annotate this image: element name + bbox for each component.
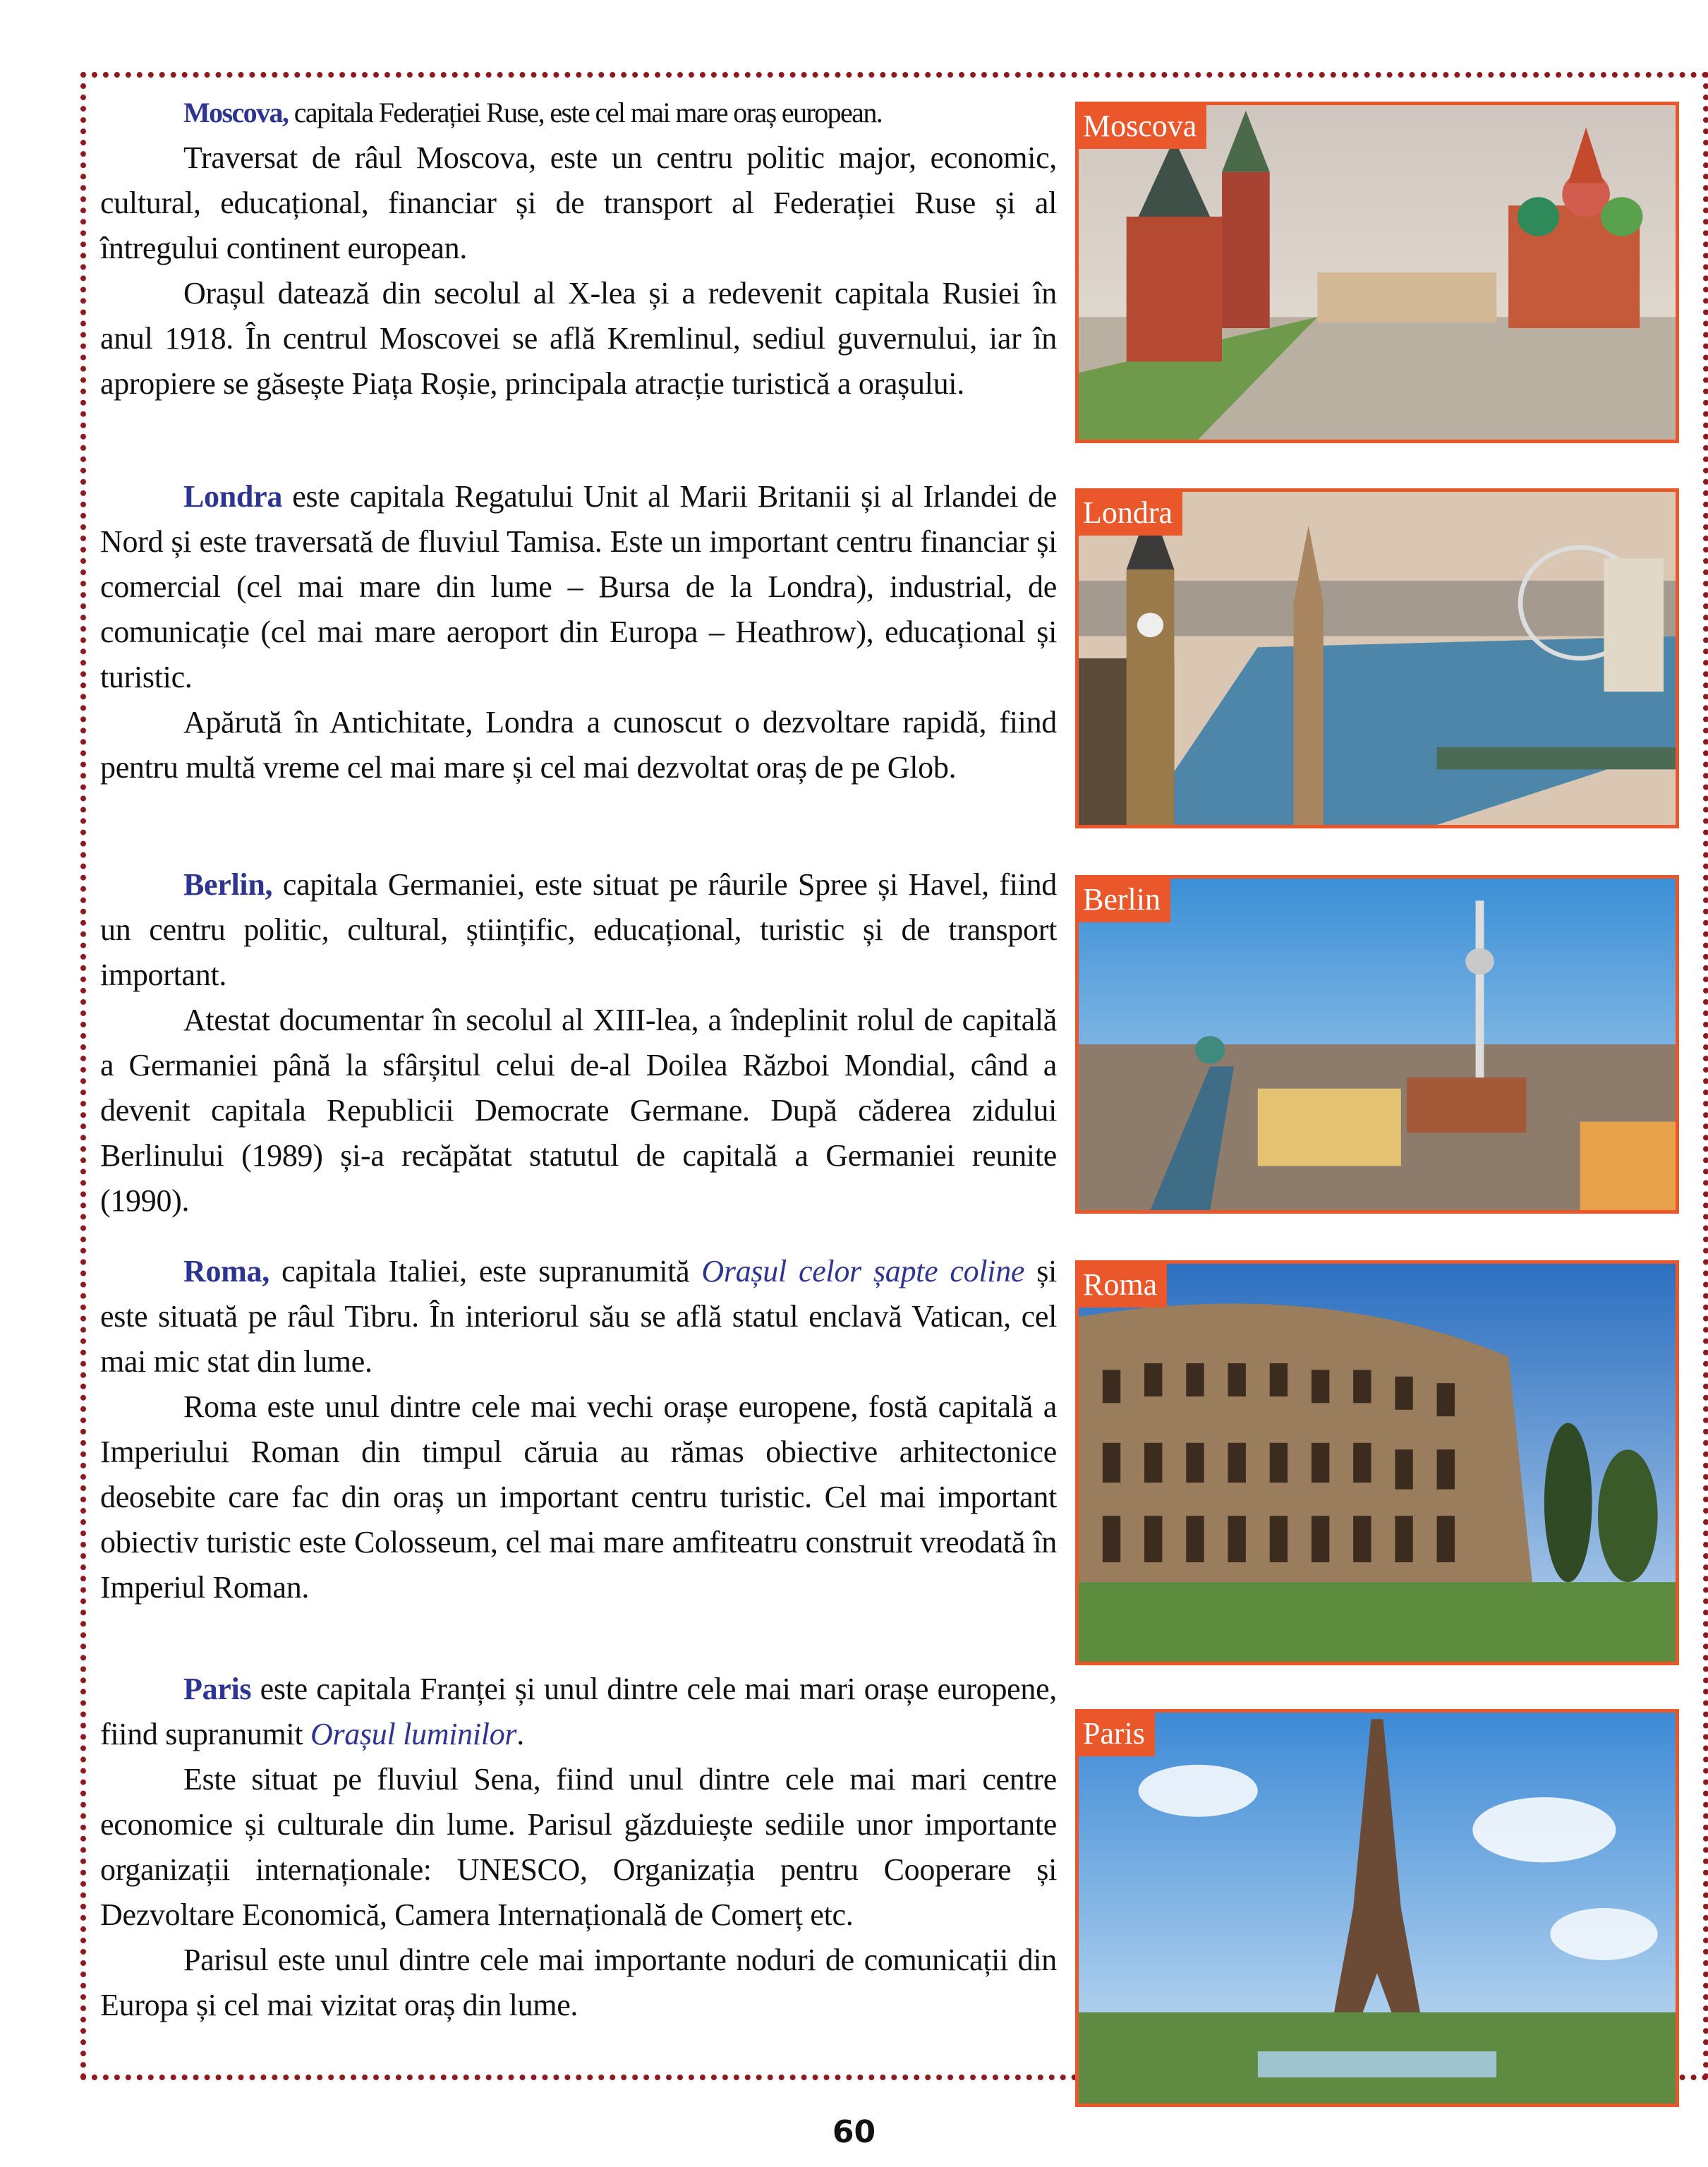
moscow-red-square-image <box>1079 105 1676 440</box>
paragraph: Parisul este unul dintre cele mai importante noduri de comunicații din Europa și cel mai vizitat oraș din lume. <box>100 1943 1057 2022</box>
paragraph: Orașul datează din secolul al X-lea și a redevenit capitala Rusiei în anul 1918. În centrul Moscovei se află Kremlinul, sediul guvernului, iar în apropiere se găsește Piața Roșie, principala atracție turistică a orașului. <box>100 276 1057 401</box>
paragraph <box>100 862 1057 998</box>
city-name: Berlin, <box>183 867 273 902</box>
photo-moscova <box>1075 102 1679 443</box>
nickname: Orașul luminilor <box>310 1717 517 1751</box>
paris-eiffel-tower-image <box>1079 1713 1676 2103</box>
section-londra <box>100 474 1057 790</box>
photo-label: Berlin <box>1079 879 1170 922</box>
photo-label: Moscova <box>1079 105 1206 149</box>
photo-londra <box>1075 488 1679 828</box>
paragraph: Apărută în Antichitate, Londra a cunoscut o dezvoltare rapidă, fiind pentru multă vreme cel mai mare și cel mai dezvoltat oraș de pe Glob. <box>100 705 1057 785</box>
photo-berlin <box>1075 875 1679 1214</box>
section-berlin <box>100 862 1057 1224</box>
paragraph-text: capitala Italiei, este supranumită <box>281 1254 690 1288</box>
paragraph: Este situat pe fluviul Sena, fiind unul dintre cele mai mari centre economice și culturale din lume. Parisul găzduiește sediile unor importante organizații internaționale: UNESCO, Organizația pentru Cooperare și Dezvoltare Economică, Camera Internațională de Comerț etc. <box>100 1762 1057 1932</box>
paragraph-text: capitala Germaniei, este situat pe râurile Spree și Havel, fiind un centru politic, cultural, științific, educațional, turistic și de transport important. <box>100 867 1058 992</box>
berlin-skyline-image <box>1079 879 1676 1210</box>
section-moscova <box>100 90 1057 406</box>
paragraph-text: și este situată pe râul Tibru. În interiorul său se află statul enclavă Vatican, cel mai mic stat din lume. <box>100 1254 1057 1379</box>
paragraph-text: este capitala Franței și unul dintre cele mai mari orașe europene, fiind supranumit <box>100 1672 1058 1751</box>
city-name: Roma, <box>183 1254 269 1288</box>
paragraph: Traversat de râul Moscova, este un centru politic major, economic, cultural, educațional, financiar și de transport al Federației Ruse și al întregului continent european. <box>100 140 1057 265</box>
paragraph: Atestat documentar în secolul al XIII-lea, a îndeplinit rolul de capitală a Germaniei până la sfârșitul celui de-al Doilea Război Mondial, când a devenit capitala Republicii Democrate Germane. După căderea zidului Berlinului (1989) și-a recăpătat statutul de capitală a Germaniei reunite (1990). <box>100 1003 1057 1218</box>
paragraph <box>100 474 1057 700</box>
paragraph <box>100 1667 1057 1757</box>
paragraph <box>100 1249 1057 1384</box>
nickname: Orașul celor șapte coline <box>701 1254 1025 1288</box>
page-number: 60 <box>832 2114 876 2150</box>
city-name: Londra <box>183 479 283 514</box>
london-thames-image <box>1079 492 1676 825</box>
city-name: Moscova, <box>183 97 289 128</box>
photo-label: Paris <box>1079 1713 1155 1756</box>
paragraph-text: este capitala Regatului Unit al Marii Britanii și al Irlandei de Nord și este traversată de fluviul Tamisa. Este un important centru financiar și comercial (cel mai mare din lume – Bursa de la Londra), industrial, de comunicație (cel mai mare aeroport din Europa – Heathrow), educațional și turistic. <box>100 479 1058 694</box>
paragraph: Roma este unul dintre cele mai vechi orașe europene, fostă capitală a Imperiului Roman din timpul căruia au rămas obiective arhitectonice deosebite care fac din oraș un important centru turistic. Cel mai important obiectiv turistic este Colosseum, cel mai mare amfiteatru construit vreodată în Imperiul Roman. <box>100 1389 1057 1605</box>
rome-colosseum-image <box>1079 1264 1676 1662</box>
photo-label: Londra <box>1079 492 1182 536</box>
paragraph-text: capitala Federației Ruse, este cel mai mare oraș european. <box>293 97 883 128</box>
paragraph <box>100 90 1057 135</box>
section-roma <box>100 1249 1057 1610</box>
photo-roma <box>1075 1260 1679 1665</box>
photo-paris <box>1075 1709 1679 2107</box>
photo-label: Roma <box>1079 1264 1167 1308</box>
section-paris <box>100 1667 1057 2028</box>
paragraph-text: . <box>516 1717 524 1751</box>
city-name: Paris <box>183 1672 252 1706</box>
